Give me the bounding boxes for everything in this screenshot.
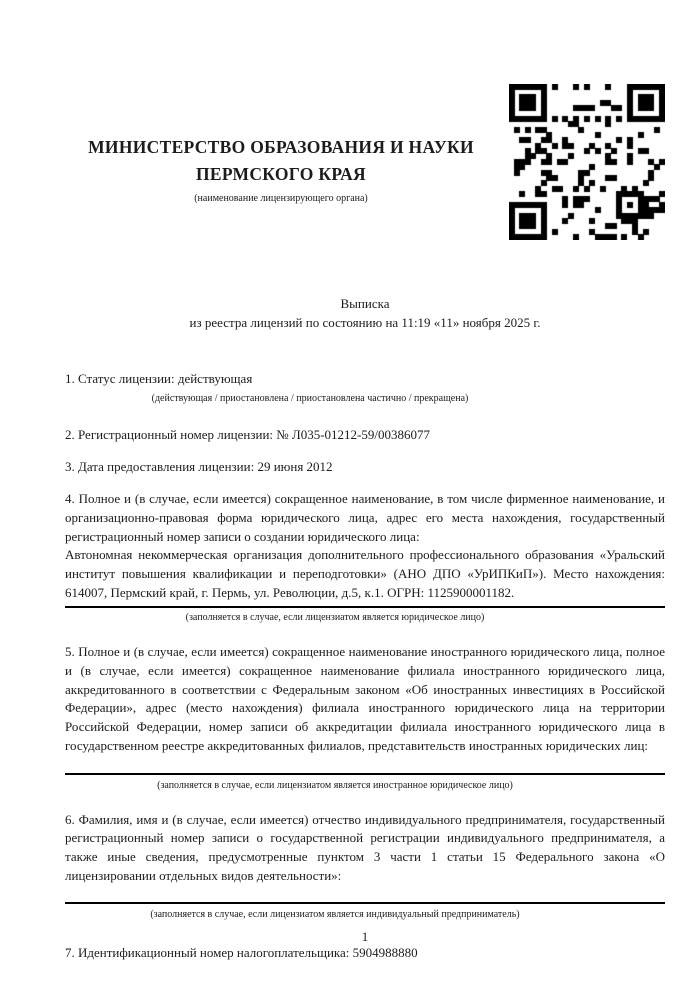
licensing-authority-block	[65, 84, 509, 205]
ministry-name-line1: МИНИСТЕРСТВО ОБРАЗОВАНИЯ И НАУКИ	[88, 137, 474, 157]
item-6-question: 6. Фамилия, имя и (в случае, если имеется) отчество индивидуального предпринимателя, государственный регистрационный номер записи о государственной регистрации индивидуального предпринимателя, а также иные сведения, предусмотренные пунктом 3 части 1 статьи 15 Федерального закона «О лицензировании отдельных видов деятельности»:	[65, 811, 665, 883]
item-4-fill-line	[65, 606, 665, 608]
item-3-license-date: 3. Дата предоставления лицензии: 29 июня 2012	[65, 459, 333, 475]
item-5-caption: (заполняется в случае, если лицензиатом является иностранное юридическое лицо)	[157, 779, 513, 791]
document-title-line1: Выписка	[340, 296, 390, 311]
document-title	[65, 294, 665, 332]
ministry-name-line2: ПЕРМСКОГО КРАЯ	[196, 164, 366, 184]
item-4-question: 4. Полное и (в случае, если имеется) сокращенное наименование, в том числе фирменное наименование, и организационно-правовая форма юридического лица, адрес его места нахождения, государственный регистрационный номер записи о создании юридического лица:	[65, 491, 665, 544]
item-1-license-status: 1. Статус лицензии: действующая	[65, 371, 253, 386]
item-6-fill-line	[65, 902, 665, 904]
item-7-taxpayer-number: 7. Идентификационный номер налогоплательщика: 5904988880	[65, 945, 418, 961]
item-1-caption: (действующая / приостановлена / приостановлена частично / прекращена)	[151, 392, 469, 404]
document-header	[65, 0, 665, 240]
item-6-caption: (заполняется в случае, если лицензиатом является индивидуальный предприниматель)	[150, 909, 520, 921]
item-2-registration-number: 2. Регистрационный номер лицензии: № Л035-01212-59/00386077	[65, 426, 431, 442]
page-number: 1	[361, 929, 369, 944]
document-title-line2: из реестра лицензий по состоянию на 11:19 «11» ноября 2025 г.	[189, 315, 541, 330]
item-5-fill-line	[65, 773, 665, 775]
qr-code	[509, 84, 665, 240]
ministry-caption: (наименование лицензирующего органа)	[194, 193, 368, 204]
item-4-caption: (заполняется в случае, если лицензиатом является юридическое лицо)	[185, 612, 485, 624]
item-5-question: 5. Полное и (в случае, если имеется) сокращенное наименование иностранного юридического лица, полное и (в случае, если имеется) сокращенное наименование филиала иностранного юридического лица, аккредитованного в соответствии с Федеральным законом «Об иностранных инвестициях в Российской Федерации», адрес (место нахождения) филиала иностранного юридического лица на территории Российской Федерации, номер записи об аккредитации филиала иностранного юридического лица в государственном реестре аккредитованных филиалов, представительств иностранных юридических лиц:	[65, 644, 665, 753]
item-4-answer-legal-entity: Автономная некоммерческая организация дополнительного профессионального образования «Уральский институт повышения квалификации и переподготовки» (АНО ДПО «УрИПКиП»). Место нахождения: 614007, Пермский край, г. Пермь, ул. Революции, д.5, к.1. ОГРН: 1125900001182.	[65, 547, 665, 600]
